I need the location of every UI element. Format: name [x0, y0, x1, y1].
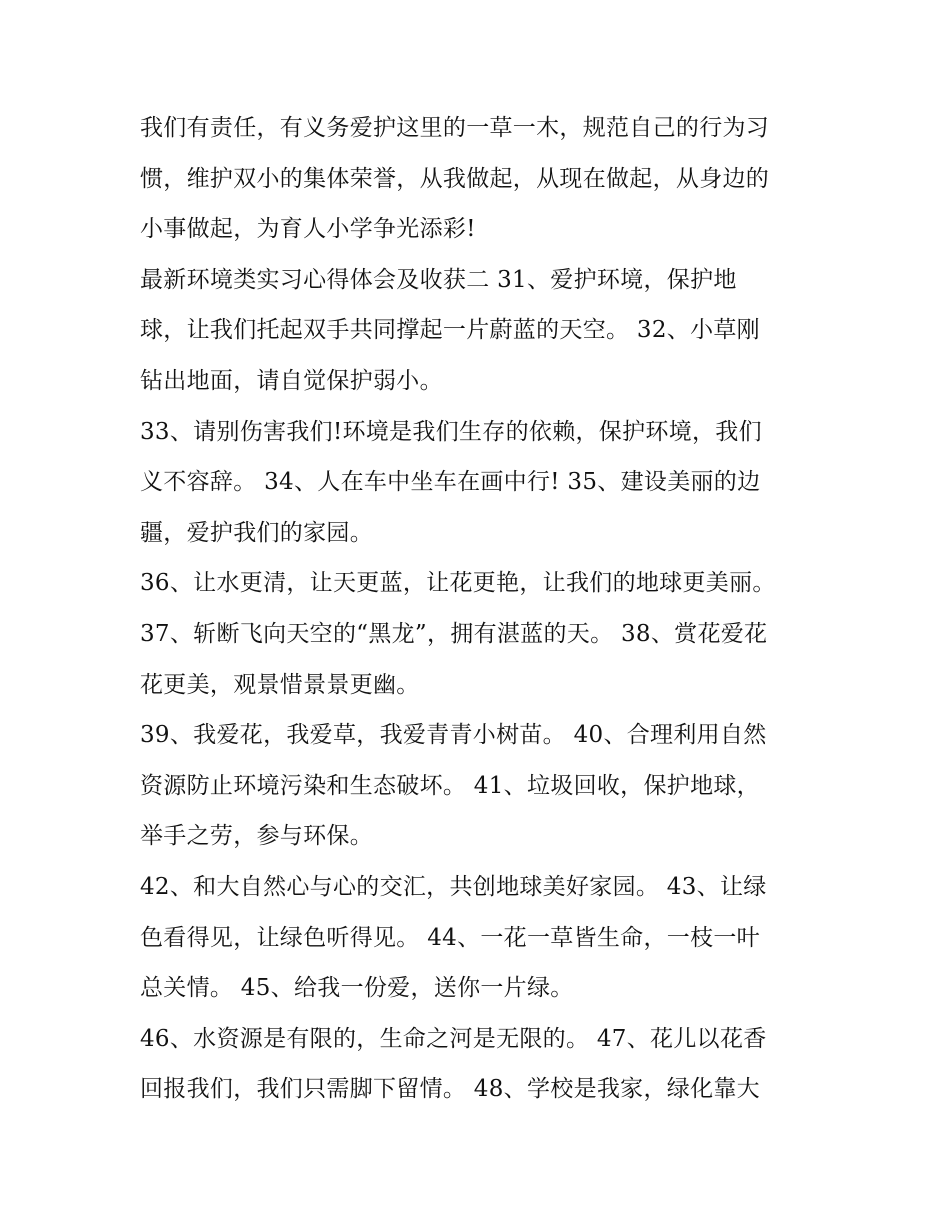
text-line: 46、水资源是有限的，生命之河是无限的。 47、花儿以花香	[140, 1025, 767, 1052]
text-line: 最新环境类实习心得体会及收获二 31、爱护环境，保护地	[140, 266, 737, 293]
text-line: 疆，爱护我们的家园。	[140, 519, 373, 546]
text-line: 举手之劳，参与环保。	[140, 823, 373, 850]
text-line: 总关情。 45、给我一份爱，送你一片绿。	[140, 975, 574, 1002]
text-line: 37、斩断飞向天空的“黑龙”，拥有湛蓝的天。 38、赏花爱花	[140, 620, 768, 647]
text-line: 回报我们，我们只需脚下留情。 48、学校是我家，绿化靠大	[140, 1076, 760, 1103]
text-line: 色看得见，让绿色听得见。 44、一花一草皆生命，一枝一叶	[140, 924, 760, 951]
text-line: 花更美，观景惜景景更幽。	[140, 671, 420, 698]
paragraph	[140, 1014, 820, 1115]
text-line: 球，让我们托起双手共同撑起一片蔚蓝的天空。 32、小草刚	[140, 317, 760, 344]
text-line: 义不容辞。 34、人在车中坐车在画中行! 35、建设美丽的边	[140, 469, 761, 496]
text-line: 资源防止环境污染和生态破坏。 41、垃圾回收，保护地球，	[140, 772, 760, 799]
text-line: 我们有责任，有义务爱护这里的一草一木，规范自己的行为习	[140, 115, 770, 141]
text-line: 36、让水更清，让天更蓝，让花更艳，让我们的地球更美丽。	[140, 570, 776, 597]
paragraph	[140, 255, 820, 407]
paragraph	[140, 609, 820, 710]
paragraph	[140, 407, 820, 559]
text-line: 33、请别伤害我们!环境是我们生存的依赖，保护环境，我们	[140, 418, 762, 445]
paragraph	[140, 558, 820, 609]
paragraph	[140, 710, 820, 862]
paragraph	[140, 103, 820, 255]
text-line: 钻出地面，请自觉保护弱小。	[140, 367, 443, 394]
text-line: 小事做起，为育人小学争光添彩!	[140, 216, 476, 243]
document-page	[140, 103, 820, 1115]
paragraph	[140, 862, 820, 1014]
text-line: 42、和大自然心与心的交汇，共创地球美好家园。 43、让绿	[140, 873, 767, 900]
text-line: 惯，维护双小的集体荣誉，从我做起，从现在做起，从身边的	[140, 165, 770, 192]
text-line: 39、我爱花，我爱草，我爱青青小树苗。 40、合理利用自然	[140, 722, 767, 749]
